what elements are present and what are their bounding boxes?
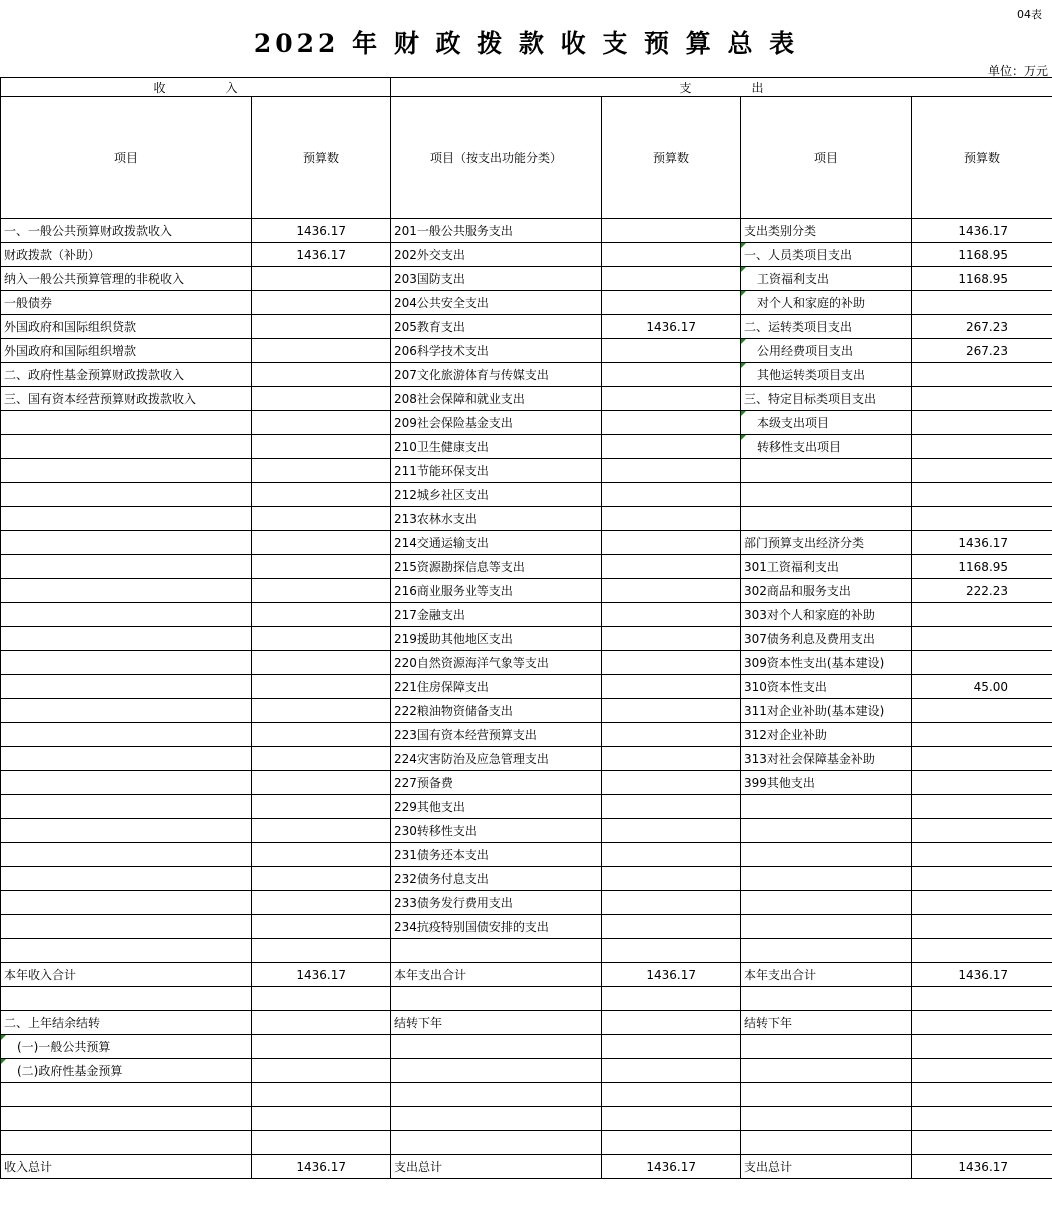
category-amount-cell: 1436.17 [912, 531, 1052, 555]
func-item-cell: 217金融支出 [391, 603, 602, 627]
category-amount-header: 预算数 [912, 97, 1052, 219]
category-item-cell: 二、运转类项目支出 [741, 315, 912, 339]
func-item-cell: 206科学技术支出 [391, 339, 602, 363]
func-item-cell [391, 939, 602, 963]
func-amount-cell [602, 675, 741, 699]
table-row [1, 723, 1052, 747]
income-amount-cell [252, 1083, 391, 1107]
income-item-cell [1, 459, 252, 483]
category-amount-cell [912, 291, 1052, 315]
func-item-cell [391, 1035, 602, 1059]
income-item-cell: 一般债券 [1, 291, 252, 315]
income-amount-cell: 1436.17 [252, 963, 391, 987]
table-row [1, 939, 1052, 963]
income-item-cell: (一)一般公共预算 [1, 1035, 252, 1059]
category-item-cell: 313对社会保障基金补助 [741, 747, 912, 771]
income-amount-cell: 1436.17 [252, 243, 391, 267]
table-row [1, 219, 1052, 243]
table-row [1, 267, 1052, 291]
table-row [1, 795, 1052, 819]
func-item-cell: 232债务付息支出 [391, 867, 602, 891]
income-amount-cell [252, 1131, 391, 1155]
category-item-cell: 307债务利息及费用支出 [741, 627, 912, 651]
category-amount-cell [912, 795, 1052, 819]
table-row [1, 411, 1052, 435]
func-item-cell: 205教育支出 [391, 315, 602, 339]
income-amount-cell [252, 579, 391, 603]
table-row [1, 1035, 1052, 1059]
table-row [1, 771, 1052, 795]
table-row [1, 1059, 1052, 1083]
func-amount-cell [602, 579, 741, 603]
budget-table [0, 77, 1052, 1179]
func-item-cell: 229其他支出 [391, 795, 602, 819]
category-amount-cell: 267.23 [912, 315, 1052, 339]
category-amount-cell [912, 747, 1052, 771]
income-amount-cell [252, 651, 391, 675]
table-row [1, 339, 1052, 363]
category-item-cell: 本级支出项目 [741, 411, 912, 435]
func-amount-cell [602, 387, 741, 411]
income-amount-cell [252, 891, 391, 915]
category-amount-cell: 222.23 [912, 579, 1052, 603]
func-item-cell: 230转移性支出 [391, 819, 602, 843]
func-item-cell: 211节能环保支出 [391, 459, 602, 483]
func-item-header: 项目（按支出功能分类） [391, 97, 602, 219]
table-row [1, 507, 1052, 531]
category-amount-cell [912, 483, 1052, 507]
income-item-cell [1, 915, 252, 939]
func-amount-cell [602, 363, 741, 387]
table-row [1, 987, 1052, 1011]
table-row [1, 1131, 1052, 1155]
income-amount-header: 预算数 [252, 97, 391, 219]
category-item-cell [741, 1035, 912, 1059]
income-item-cell [1, 435, 252, 459]
func-item-cell [391, 1083, 602, 1107]
category-amount-cell [912, 699, 1052, 723]
category-item-cell [741, 483, 912, 507]
income-item-cell [1, 603, 252, 627]
category-amount-cell: 1436.17 [912, 219, 1052, 243]
income-item-cell: 外国政府和国际组织增款 [1, 339, 252, 363]
category-item-cell [741, 819, 912, 843]
income-amount-cell [252, 483, 391, 507]
income-item-cell [1, 819, 252, 843]
func-item-cell [391, 1059, 602, 1083]
func-item-cell [391, 1131, 602, 1155]
income-item-cell [1, 795, 252, 819]
category-item-cell: 公用经费项目支出 [741, 339, 912, 363]
func-item-cell: 222粮油物资储备支出 [391, 699, 602, 723]
category-item-cell [741, 843, 912, 867]
func-amount-cell [602, 507, 741, 531]
func-amount-cell [602, 243, 741, 267]
income-amount-cell [252, 411, 391, 435]
func-amount-cell [602, 435, 741, 459]
func-amount-cell [602, 987, 741, 1011]
table-row [1, 603, 1052, 627]
category-amount-cell [912, 819, 1052, 843]
category-item-cell: 对个人和家庭的补助 [741, 291, 912, 315]
func-item-cell: 221住房保障支出 [391, 675, 602, 699]
income-amount-cell [252, 603, 391, 627]
income-item-cell [1, 867, 252, 891]
income-item-cell [1, 987, 252, 1011]
category-amount-cell [912, 1011, 1052, 1035]
func-item-cell: 208社会保障和就业支出 [391, 387, 602, 411]
category-amount-cell [912, 939, 1052, 963]
func-amount-cell [602, 555, 741, 579]
func-amount-cell: 1436.17 [602, 1155, 741, 1179]
func-item-cell: 213农林水支出 [391, 507, 602, 531]
unit-label: 单位：万元 [987, 64, 1048, 78]
income-amount-cell [252, 1035, 391, 1059]
func-amount-cell [602, 651, 741, 675]
table-row [1, 459, 1052, 483]
func-amount-cell [602, 891, 741, 915]
category-item-cell [741, 459, 912, 483]
func-amount-cell [602, 747, 741, 771]
category-amount-cell [912, 1059, 1052, 1083]
func-amount-cell [602, 1059, 741, 1083]
category-item-cell: 303对个人和家庭的补助 [741, 603, 912, 627]
func-amount-cell [602, 867, 741, 891]
func-item-cell: 233债务发行费用支出 [391, 891, 602, 915]
func-amount-cell [602, 723, 741, 747]
category-item-cell [741, 1107, 912, 1131]
income-amount-cell [252, 1059, 391, 1083]
category-item-cell: 支出总计 [741, 1155, 912, 1179]
table-row [1, 699, 1052, 723]
func-item-cell: 本年支出合计 [391, 963, 602, 987]
category-item-cell: 其他运转类项目支出 [741, 363, 912, 387]
income-item-cell [1, 1083, 252, 1107]
category-item-cell [741, 915, 912, 939]
func-amount-cell [602, 843, 741, 867]
category-amount-cell [912, 363, 1052, 387]
income-amount-cell [252, 339, 391, 363]
income-amount-cell [252, 915, 391, 939]
income-item-cell [1, 723, 252, 747]
func-amount-cell [602, 1035, 741, 1059]
table-row [1, 243, 1052, 267]
income-item-cell [1, 555, 252, 579]
income-item-header: 项目 [1, 97, 252, 219]
func-item-cell [391, 987, 602, 1011]
income-item-cell [1, 747, 252, 771]
income-item-cell [1, 507, 252, 531]
page-title: 2022 年 财 政 拨 款 收 支 预 算 总 表 [253, 29, 799, 58]
category-amount-cell: 1168.95 [912, 555, 1052, 579]
table-row [1, 1011, 1052, 1035]
category-item-header: 项目 [741, 97, 912, 219]
table-row [1, 891, 1052, 915]
category-amount-cell: 1436.17 [912, 963, 1052, 987]
category-amount-cell [912, 507, 1052, 531]
func-item-cell: 209社会保险基金支出 [391, 411, 602, 435]
func-amount-cell [602, 603, 741, 627]
income-amount-cell [252, 459, 391, 483]
income-amount-cell [252, 675, 391, 699]
func-amount-cell [602, 1107, 741, 1131]
income-amount-cell [252, 555, 391, 579]
category-amount-cell: 1168.95 [912, 267, 1052, 291]
income-item-cell: 外国政府和国际组织贷款 [1, 315, 252, 339]
func-item-cell: 220自然资源海洋气象等支出 [391, 651, 602, 675]
func-amount-cell [602, 771, 741, 795]
category-amount-cell [912, 387, 1052, 411]
table-row [1, 627, 1052, 651]
category-item-cell: 399其他支出 [741, 771, 912, 795]
category-item-cell [741, 795, 912, 819]
income-amount-cell [252, 627, 391, 651]
func-item-cell: 结转下年 [391, 1011, 602, 1035]
income-item-cell [1, 891, 252, 915]
func-item-cell [391, 1107, 602, 1131]
category-item-cell [741, 507, 912, 531]
income-amount-cell [252, 795, 391, 819]
func-item-cell: 219援助其他地区支出 [391, 627, 602, 651]
section-header-row [1, 78, 1052, 97]
income-amount-cell [252, 987, 391, 1011]
income-amount-cell [252, 771, 391, 795]
func-amount-cell [602, 219, 741, 243]
category-item-cell: 三、特定目标类项目支出 [741, 387, 912, 411]
income-item-cell [1, 699, 252, 723]
income-section-header: 收 入 [1, 78, 391, 97]
func-amount-cell [602, 459, 741, 483]
category-amount-cell [912, 651, 1052, 675]
func-item-cell: 231债务还本支出 [391, 843, 602, 867]
func-amount-cell [602, 1131, 741, 1155]
table-row [1, 387, 1052, 411]
category-item-cell: 工资福利支出 [741, 267, 912, 291]
category-item-cell: 转移性支出项目 [741, 435, 912, 459]
table-row [1, 675, 1052, 699]
income-item-cell [1, 651, 252, 675]
category-amount-cell [912, 459, 1052, 483]
table-row [1, 819, 1052, 843]
table-row [1, 363, 1052, 387]
income-item-cell: 二、上年结余结转 [1, 1011, 252, 1035]
income-item-cell: 收入总计 [1, 1155, 252, 1179]
table-row [1, 291, 1052, 315]
func-amount-cell [602, 1083, 741, 1107]
income-item-cell [1, 843, 252, 867]
func-amount-cell [602, 339, 741, 363]
category-item-cell: 本年支出合计 [741, 963, 912, 987]
func-item-cell: 203国防支出 [391, 267, 602, 291]
category-item-cell: 312对企业补助 [741, 723, 912, 747]
income-amount-cell: 1436.17 [252, 219, 391, 243]
table-row [1, 1107, 1052, 1131]
category-item-cell [741, 1059, 912, 1083]
category-item-cell: 支出类别分类 [741, 219, 912, 243]
table-row [1, 963, 1052, 987]
income-item-cell [1, 1107, 252, 1131]
category-item-cell: 310资本性支出 [741, 675, 912, 699]
income-item-cell: 三、国有资本经营预算财政拨款收入 [1, 387, 252, 411]
income-item-cell [1, 579, 252, 603]
income-item-cell [1, 411, 252, 435]
func-amount-cell [602, 915, 741, 939]
table-row [1, 867, 1052, 891]
category-item-cell [741, 891, 912, 915]
category-item-cell: 一、人员类项目支出 [741, 243, 912, 267]
table-row [1, 1083, 1052, 1107]
category-item-cell: 部门预算支出经济分类 [741, 531, 912, 555]
func-amount-cell [602, 819, 741, 843]
income-amount-cell [252, 315, 391, 339]
category-item-cell [741, 1131, 912, 1155]
func-amount-cell [602, 795, 741, 819]
func-item-cell: 234抗疫特别国债安排的支出 [391, 915, 602, 939]
income-item-cell [1, 675, 252, 699]
category-amount-cell [912, 435, 1052, 459]
func-item-cell: 204公共安全支出 [391, 291, 602, 315]
category-amount-cell [912, 915, 1052, 939]
income-item-cell [1, 483, 252, 507]
func-item-cell: 210卫生健康支出 [391, 435, 602, 459]
func-item-cell: 216商业服务业等支出 [391, 579, 602, 603]
category-amount-cell [912, 891, 1052, 915]
income-amount-cell [252, 387, 391, 411]
income-amount-cell [252, 1011, 391, 1035]
category-item-cell: 结转下年 [741, 1011, 912, 1035]
category-item-cell [741, 939, 912, 963]
func-amount-cell: 1436.17 [602, 315, 741, 339]
category-amount-cell [912, 1131, 1052, 1155]
income-item-cell: 纳入一般公共预算管理的非税收入 [1, 267, 252, 291]
func-item-cell: 223国有资本经营预算支出 [391, 723, 602, 747]
category-amount-cell [912, 987, 1052, 1011]
income-amount-cell: 1436.17 [252, 1155, 391, 1179]
expense-section-header: 支 出 [391, 78, 1052, 97]
table-row [1, 579, 1052, 603]
table-row [1, 651, 1052, 675]
table-row [1, 1155, 1052, 1179]
income-amount-cell [252, 531, 391, 555]
func-item-cell: 227预备费 [391, 771, 602, 795]
income-amount-cell [252, 1107, 391, 1131]
func-item-cell: 202外交支出 [391, 243, 602, 267]
category-item-cell [741, 1083, 912, 1107]
income-item-cell: 一、一般公共预算财政拨款收入 [1, 219, 252, 243]
income-amount-cell [252, 435, 391, 459]
table-row [1, 915, 1052, 939]
func-item-cell: 207文化旅游体育与传媒支出 [391, 363, 602, 387]
income-amount-cell [252, 291, 391, 315]
income-amount-cell [252, 507, 391, 531]
category-amount-cell: 1168.95 [912, 243, 1052, 267]
table-row [1, 747, 1052, 771]
income-amount-cell [252, 699, 391, 723]
table-row [1, 555, 1052, 579]
category-amount-cell [912, 1083, 1052, 1107]
category-amount-cell [912, 723, 1052, 747]
category-amount-cell: 1436.17 [912, 1155, 1052, 1179]
budget-table-body [1, 78, 1052, 1179]
income-item-cell [1, 771, 252, 795]
func-amount-cell [602, 483, 741, 507]
income-amount-cell [252, 747, 391, 771]
category-amount-cell [912, 411, 1052, 435]
income-item-cell [1, 627, 252, 651]
category-amount-cell [912, 843, 1052, 867]
category-amount-cell [912, 1107, 1052, 1131]
income-amount-cell [252, 363, 391, 387]
income-item-cell: 财政拨款（补助） [1, 243, 252, 267]
category-amount-cell [912, 867, 1052, 891]
income-amount-cell [252, 867, 391, 891]
category-item-cell: 301工资福利支出 [741, 555, 912, 579]
income-item-cell [1, 939, 252, 963]
func-amount-cell [602, 411, 741, 435]
func-amount-cell [602, 627, 741, 651]
category-amount-cell [912, 627, 1052, 651]
table-row [1, 843, 1052, 867]
table-row [1, 531, 1052, 555]
category-amount-cell [912, 1035, 1052, 1059]
table-row [1, 315, 1052, 339]
func-amount-cell: 1436.17 [602, 963, 741, 987]
category-item-cell: 311对企业补助(基本建设) [741, 699, 912, 723]
income-item-cell [1, 1131, 252, 1155]
table-number: 04表 [1017, 8, 1042, 21]
category-item-cell [741, 867, 912, 891]
func-item-cell: 支出总计 [391, 1155, 602, 1179]
category-item-cell: 309资本性支出(基本建设) [741, 651, 912, 675]
income-amount-cell [252, 723, 391, 747]
func-amount-cell [602, 939, 741, 963]
income-item-cell [1, 531, 252, 555]
func-amount-cell [602, 1011, 741, 1035]
income-item-cell: (二)政府性基金预算 [1, 1059, 252, 1083]
func-item-cell: 224灾害防治及应急管理支出 [391, 747, 602, 771]
func-item-cell: 215资源勘探信息等支出 [391, 555, 602, 579]
func-amount-header: 预算数 [602, 97, 741, 219]
category-amount-cell [912, 603, 1052, 627]
func-amount-cell [602, 531, 741, 555]
category-amount-cell [912, 771, 1052, 795]
func-item-cell: 201一般公共服务支出 [391, 219, 602, 243]
func-amount-cell [602, 699, 741, 723]
income-amount-cell [252, 819, 391, 843]
income-amount-cell [252, 267, 391, 291]
category-amount-cell: 267.23 [912, 339, 1052, 363]
income-item-cell: 二、政府性基金预算财政拨款收入 [1, 363, 252, 387]
income-item-cell: 本年收入合计 [1, 963, 252, 987]
func-item-cell: 212城乡社区支出 [391, 483, 602, 507]
category-item-cell: 302商品和服务支出 [741, 579, 912, 603]
table-row [1, 435, 1052, 459]
income-amount-cell [252, 843, 391, 867]
table-row [1, 483, 1052, 507]
column-header-row [1, 97, 1052, 219]
income-amount-cell [252, 939, 391, 963]
func-item-cell: 214交通运输支出 [391, 531, 602, 555]
category-item-cell [741, 987, 912, 1011]
category-amount-cell: 45.00 [912, 675, 1052, 699]
func-amount-cell [602, 267, 741, 291]
func-amount-cell [602, 291, 741, 315]
